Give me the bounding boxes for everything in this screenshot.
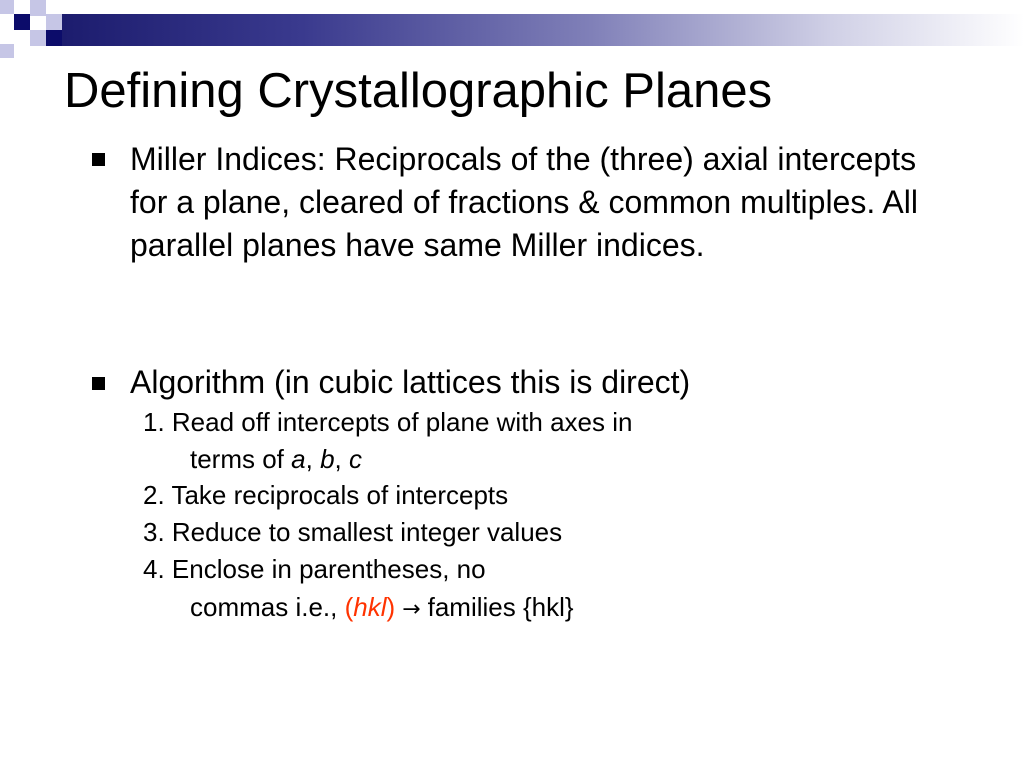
paren-open: (	[344, 592, 354, 622]
bullet-square-icon	[92, 153, 105, 166]
step-1-line-2	[190, 441, 362, 477]
step-1-prefix: terms of	[190, 444, 292, 474]
separator: ,	[334, 444, 349, 474]
axis-b: b	[320, 444, 335, 474]
paren-close: )	[386, 592, 396, 622]
slide-title: Defining Crystallographic Planes	[64, 64, 773, 118]
decor-square	[30, 30, 46, 46]
bullet-square-icon	[92, 377, 105, 390]
decor-square	[46, 14, 62, 30]
bullet-text: Algorithm (in cubic lattices this is direct)	[130, 364, 691, 400]
step-3: 3. Reduce to smallest integer values	[143, 517, 563, 547]
step-1-line-1: 1. Read off intercepts of plane with axes in	[143, 407, 633, 437]
decor-square	[30, 0, 46, 16]
decor-square	[0, 44, 14, 58]
step-4-prefix: commas i.e.,	[190, 592, 345, 622]
decor-square	[14, 14, 30, 30]
decor-square	[0, 0, 14, 14]
header-gradient-band	[62, 14, 1024, 46]
step-4-line-2	[190, 589, 574, 628]
bullet-text: Miller Indices: Reciprocals of the (three) axial intercepts for a plane, cleared of fractions & common multiples. All parallel planes have same Miller indices.	[130, 141, 918, 263]
header-decoration	[0, 0, 1024, 56]
axis-c: c	[348, 444, 362, 474]
decor-square	[46, 30, 62, 46]
axis-a: a	[291, 444, 306, 474]
families-text: families {hkl}	[427, 592, 574, 622]
step-2: 2. Take reciprocals of intercepts	[143, 480, 509, 510]
right-arrow-icon: →	[395, 597, 428, 622]
hkl-notation: hkl	[353, 592, 387, 622]
separator: ,	[305, 444, 321, 474]
step-4-line-1: 4. Enclose in parentheses, no	[143, 554, 486, 584]
